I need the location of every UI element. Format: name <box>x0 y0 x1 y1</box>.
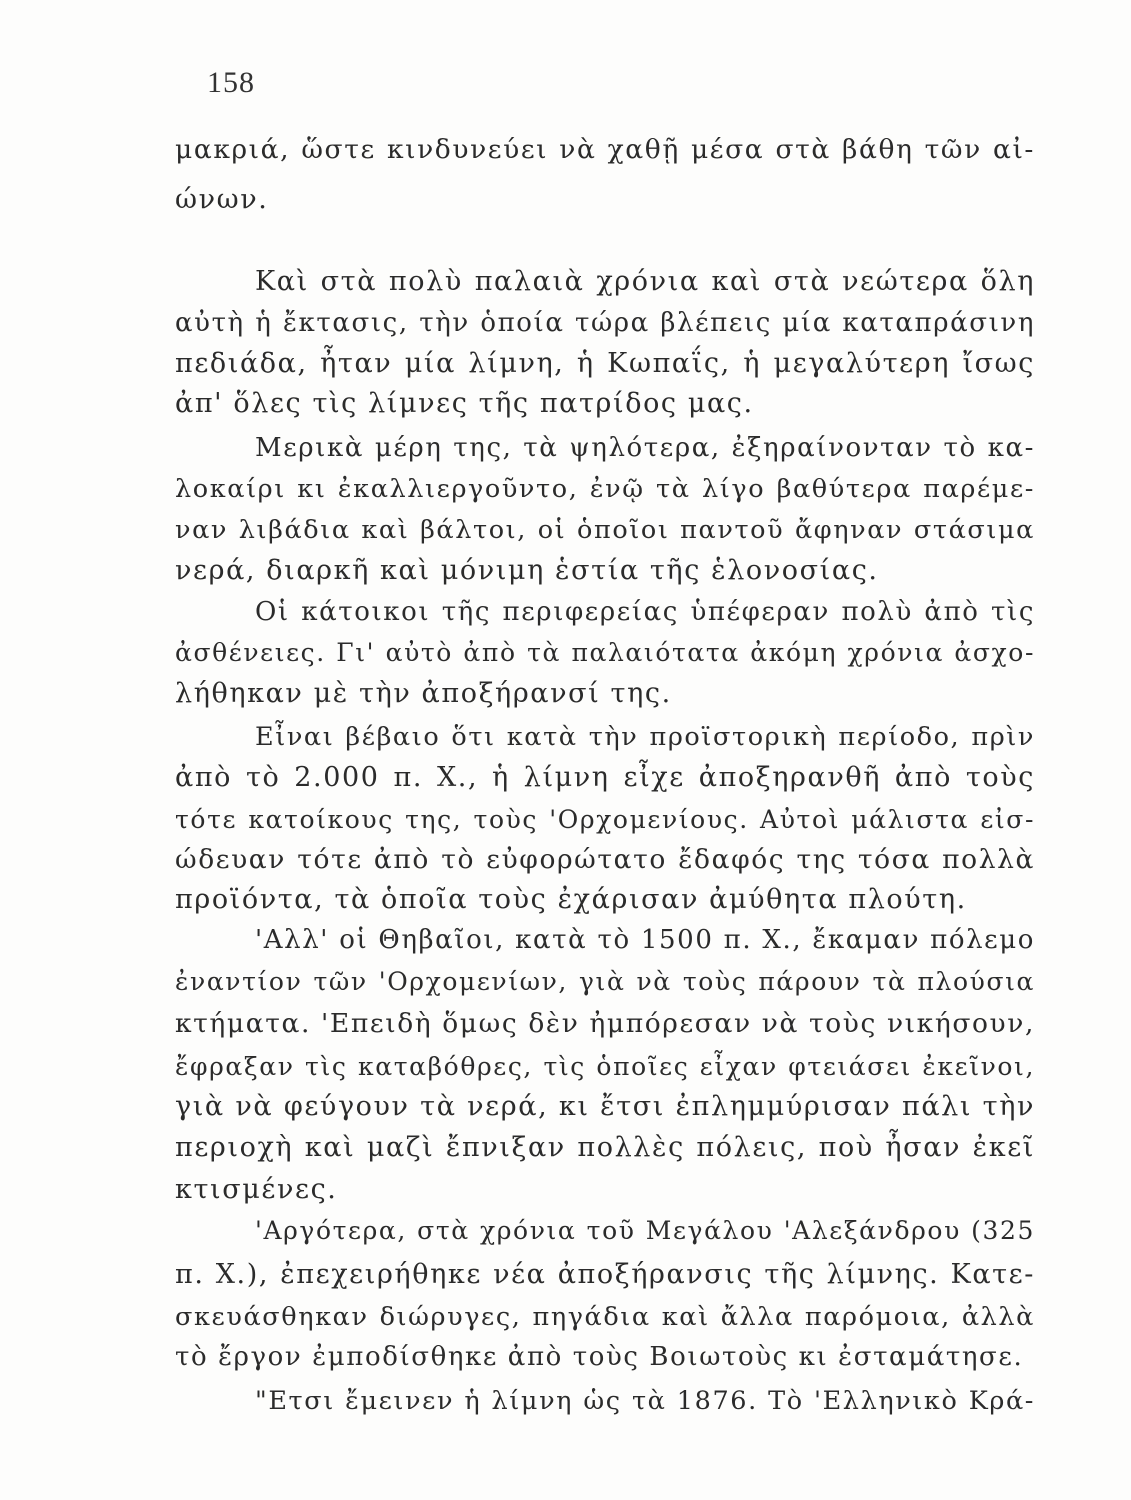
page-number: 158 <box>207 66 255 99</box>
text-line: περιοχὴ καὶ μαζὶ ἔπνιξαν πολλὲς πόλεις, ποὺ ἦσαν ἐκεῖ <box>175 1132 1035 1163</box>
text-line: ἐναντίον τῶν 'Ορχομενίων, γιὰ νὰ τοὺς πάρουν τὰ πλούσια <box>175 967 1035 996</box>
text-line: "Ετσι ἔμεινεν ἡ λίμνη ὡς τὰ 1876. Τὸ 'Ελληνικὸ Κρά- <box>255 1386 1035 1416</box>
text-line: Οἱ κάτοικοι τῆς περιφερείας ὑπέφεραν πολὺ ἀπὸ τὶς <box>255 597 1035 627</box>
text-line: σκευάσθηκαν διώρυγες, πηγάδια καὶ ἄλλα παρόμοια, ἀλλὰ <box>175 1302 1035 1332</box>
text-line: λήθηκαν μὲ τὴν ἀποξήρανσί της. <box>175 678 672 709</box>
text-line: νερά, διαρκῆ καὶ μόνιμη ἑστία τῆς ἑλονοσίας. <box>175 555 879 586</box>
text-line: γιὰ νὰ φεύγουν τὰ νερά, κι ἔτσι ἐπλημμύρισαν πάλι τὴν <box>175 1091 1035 1122</box>
text-line: π. Χ.), ἐπεχειρήθηκε νέα ἀποξήρανσις τῆς λίμνης. Κατε- <box>175 1259 1035 1290</box>
text-line: Εἶναι βέβαιο ὅτι κατὰ τὴν προϊστορικὴ περίοδο, πρὶν <box>255 722 1035 752</box>
text-line: αὐτὴ ἡ ἔκτασις, τὴν ὁποία τώρα βλέπεις μία καταπράσινη <box>175 308 1035 338</box>
text-line: Καὶ στὰ πολὺ παλαιὰ χρόνια καὶ στὰ νεώτερα ὅλη <box>255 266 1035 297</box>
text-line: τὸ ἔργον ἐμποδίσθηκε ἀπὸ τοὺς Βοιωτοὺς κι ἐσταμάτησε. <box>175 1342 1024 1372</box>
text-line: προϊόντα, τὰ ὁποῖα τοὺς ἐχάρισαν ἀμύθητα πλούτη. <box>175 884 967 915</box>
text-line: ώδευαν τότε ἀπὸ τὸ εὐφορώτατο ἔδαφός της τόσα πολλὰ <box>175 844 1035 875</box>
text-line: ἀπ' ὅλες τὶς λίμνες τῆς πατρίδος μας. <box>175 388 754 419</box>
text-line: ἔφραξαν τὶς καταβόθρες, τὶς ὁποῖες εἶχαν φτειάσει ἐκεῖνοι, <box>175 1052 1035 1081</box>
text-line: ώνων. <box>175 184 269 215</box>
text-line: πεδιάδα, ἦταν μία λίμνη, ἡ Κωπαΐς, ἡ μεγαλύτερη ἴσως <box>175 348 1035 379</box>
text-line: ναν λιβάδια καὶ βάλτοι, οἱ ὁποῖοι παντοῦ ἄφηναν στάσιμα <box>175 515 1035 545</box>
text-line: τότε κατοίκους της, τοὺς 'Ορχομενίους. Αὐτοὶ μάλιστα εἰσ- <box>175 805 1035 834</box>
text-line: ἀσθένειες. Γι' αὐτὸ ἀπὸ τὰ παλαιότατα ἀκόμη χρόνια ἀσχο- <box>175 638 1035 667</box>
text-line: 'Αλλ' οἱ Θηβαῖοι, κατὰ τὸ 1500 π. Χ., ἔκαμαν πόλεμο <box>255 925 1035 955</box>
text-line: ἀπὸ τὸ 2.000 π. Χ., ἡ λίμνη εἶχε ἀποξηρανθῆ ἀπὸ τοὺς <box>175 762 1035 793</box>
text-line: κτήματα. 'Επειδὴ ὅμως δὲν ἠμπόρεσαν νὰ τοὺς νικήσουν, <box>175 1008 1035 1039</box>
text-line: μακριά, ὥστε κινδυνεύει νὰ χαθῇ μέσα στὰ βάθη τῶν αἰ- <box>175 134 1035 165</box>
text-line: κτισμένες. <box>175 1174 338 1205</box>
text-line: Μερικὰ μέρη της, τὰ ψηλότερα, ἐξηραίνονταν τὸ κα- <box>255 433 1035 463</box>
text-line: λοκαίρι κι ἐκαλλιεργοῦντο, ἐνῷ τὰ λίγο βαθύτερα παρέμε- <box>175 474 1035 504</box>
text-line: 'Αργότερα, στὰ χρόνια τοῦ Μεγάλου 'Αλεξάνδρου (325 <box>255 1216 1035 1245</box>
